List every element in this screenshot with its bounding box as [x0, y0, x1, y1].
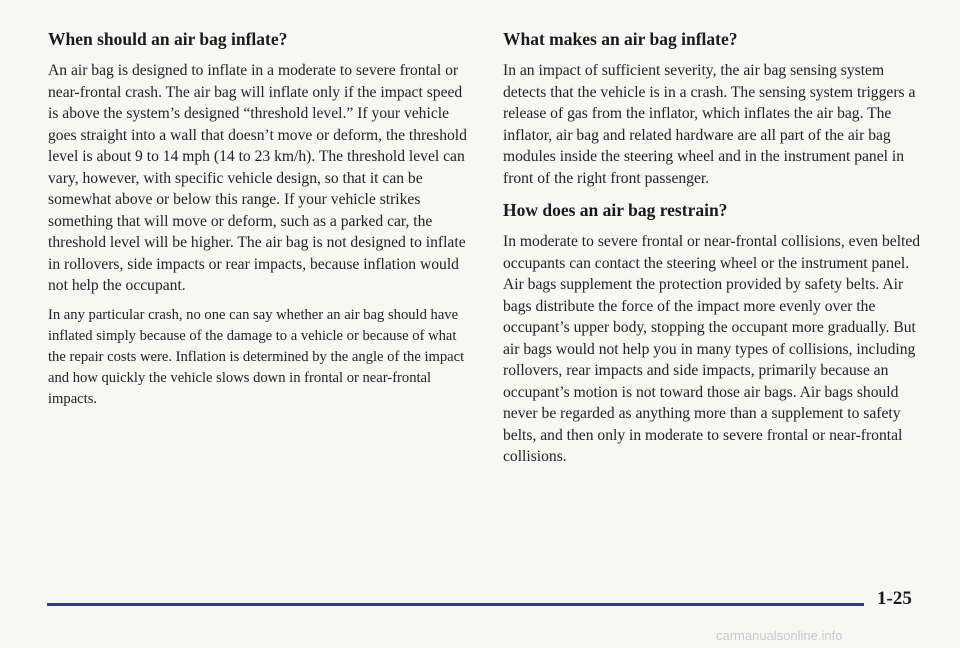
page-number: 1-25: [877, 588, 912, 609]
paragraph-inflate-threshold: An air bag is designed to inflate in a moderate to severe frontal or near-frontal crash. The air bag will inflate only if the impact speed is above the system’s designed “threshold level.” If your vehicle goes straight into a wall that doesn’t move or deform, the threshold level is about 9 to 14 mph (14 to 23 km/h). The threshold level can vary, however, with specific vehicle design, so that it can be somewhat above or below this range. If your vehicle strikes something that will move or deform, such as a parked car, the threshold level will be higher. The air bag is not designed to inflate in rollovers, side impacts or rear impacts, because inflation would not help the occupant.: [48, 62, 467, 294]
paragraph-inflation-determined: In any particular crash, no one can say whether an air bag should have inflated simply because of the damage to a vehicle or because of what the repair costs were. Inflation is determined by the angle of the impact and how quickly the vehicle slows down in frontal or near-frontal impacts.: [48, 306, 465, 407]
right-column: [503, 28, 928, 476]
paragraph-sensing-system: In an impact of sufficient severity, the air bag sensing system detects that the vehicle is in a crash. The sensing system triggers a release of gas from the inflator, which inflates the air bag. The inflator, air bag and related hardware are all part of the air bag modules inside the steering wheel and in the instrument panel in front of the right front passenger.: [503, 62, 916, 187]
left-column: [48, 28, 468, 418]
watermark: carmanualsonline.info: [716, 628, 843, 643]
heading-what-makes-inflate: What makes an air bag inflate?: [503, 29, 738, 49]
heading-how-restrain: How does an air bag restrain?: [503, 200, 728, 220]
heading-when-inflate: When should an air bag inflate?: [48, 29, 288, 49]
footer-rule: [47, 603, 864, 606]
paragraph-restrain: In moderate to severe frontal or near-frontal collisions, even belted occupants can contact the steering wheel or the instrument panel. Air bags supplement the protection provided by safety belts. Air bags distribute the force of the impact more evenly over the occupant’s upper body, stopping the occupant more gradually. But air bags would not help you in many types of collisions, including rollovers, rear impacts and side impacts, primarily because an occupant’s motion is not toward those air bags. Air bags should never be regarded as anything more than a supplement to safety belts, and then only in moderate to severe frontal or near-frontal collisions.: [503, 233, 921, 465]
